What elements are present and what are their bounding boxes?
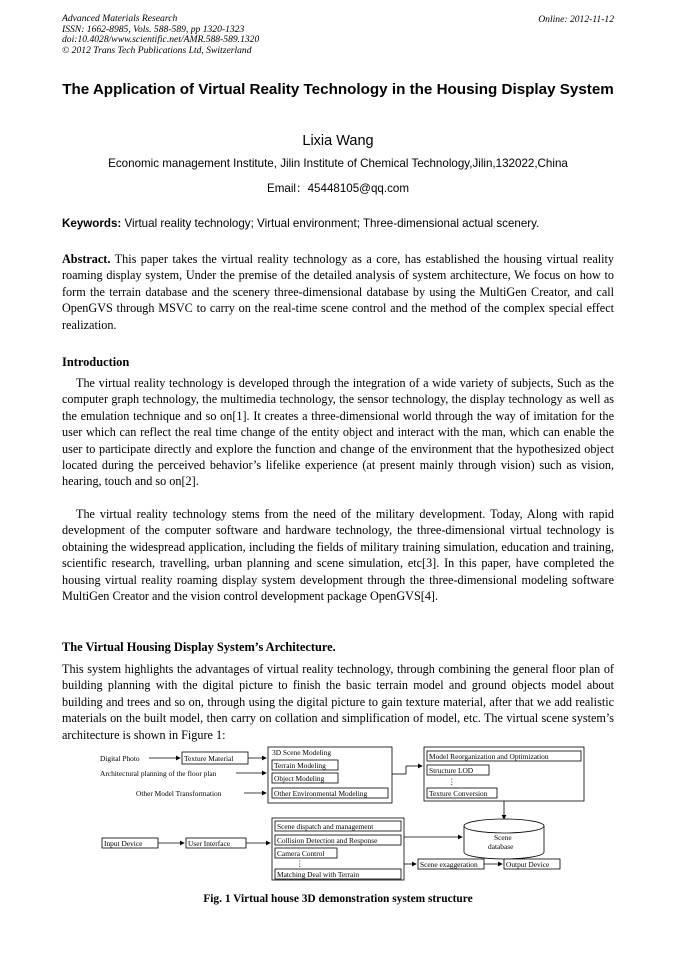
author-name: Lixia Wang <box>302 133 374 149</box>
terrain-modeling-label: Terrain Modeling <box>274 761 326 770</box>
other-model-transform-label: Other Model Transformation <box>136 789 222 798</box>
issn-line: ISSN: 1662-8985, Vols. 588-589, pp 1320-1323 <box>62 23 245 35</box>
structure-lod-label: Structure LOD <box>429 766 474 775</box>
arch-planning-label: Architectural planning of the floor plan <box>100 769 217 778</box>
intro-paragraph-1: The virtual reality technology is developed through the integration of a wide variety of subjects, Such as the computer graph technology, the multimedia technology, the sensor technology, the display technology as well as the emulation technique and so on[1]. It creates a three-dimensional world through the way of imitation for the user which can reflect the real time change of the entity object and interact with the man, which can enable the user to participate directly and explore the function and change of the environment that the hypothesized object located during the perceived behavior’s lifelike experience (at present mainly through vision) such as vision, hearing, touch and so on[2]. <box>62 376 614 489</box>
doi-line: doi:10.4028/www.scientific.net/AMR.588-589.1320 <box>62 34 260 46</box>
other-env-modeling-label: Other Environmental Modeling <box>274 789 368 798</box>
intro-paragraph-2: The virtual reality technology stems from the need of the military development. Today, Along with rapid development of the computer software and hardware technology, the three-dimensional virtual technology is obtaining the widespread application, including the fields of military training simulation, education and training, scientific research, travelling, urban planning and scene simulation, etc[3]. In this paper, have completed the housing virtual reality roaming display system development through the three-dimensional modeling software MultiGen Creator and the vision control development package OpenGVS[4]. <box>62 507 614 604</box>
online-date: Online: 2012-11-12 <box>538 14 614 25</box>
journal-name: Advanced Materials Research <box>62 13 178 24</box>
scene-database-label-1: Scene <box>494 833 512 842</box>
runtime-ellipsis: ⋮ <box>296 859 304 868</box>
architecture-diagram <box>96 742 596 886</box>
digital-photo-label: Digital Photo <box>100 754 140 763</box>
section-heading-introduction: Introduction <box>62 355 130 369</box>
keywords-text: Virtual reality technology; Virtual environment; Three-dimensional actual scenery. <box>121 217 540 230</box>
abstract-label: Abstract. <box>62 252 111 266</box>
figure-caption: Fig. 1 Virtual house 3D demonstration system structure <box>203 893 473 905</box>
object-modeling-label: Object Modeling <box>274 774 325 783</box>
author-affiliation: Economic management Institute, Jilin Institute of Chemical Technology,Jilin,132022,China <box>108 157 568 170</box>
architecture-paragraph: This system highlights the advantages of virtual reality technology, through combining the general floor plan of building planning with the digital picture to finish the basic terrain model and ground objects model about building and trees and so on, through using the digital picture to gain texture material, after that we add realistic materials on the built model, then carry on collation and simplification of model, etc. The virtual scene system’s architecture is shown in Figure 1: <box>62 662 614 742</box>
user-interface-label: User Interface <box>188 839 231 848</box>
output-device-label: Output Device <box>506 860 550 869</box>
keywords-label: Keywords: <box>62 217 122 230</box>
scene-modeling-label: 3D Scene Modeling <box>272 748 332 757</box>
camera-control-label: Camera Control <box>277 849 325 858</box>
section-heading-architecture: The Virtual Housing Display System’s Architecture. <box>62 640 336 654</box>
input-device-label: Input Device <box>104 839 143 848</box>
model-reorg-label: Model Reorganization and Optimization <box>429 752 549 761</box>
journal-header <box>62 14 259 56</box>
keywords <box>62 217 614 230</box>
copyright-line: © 2012 Trans Tech Publications Ltd, Switzerland <box>62 44 252 56</box>
matching-terrain-label: Matching Deal with Terrain <box>277 870 360 879</box>
abstract-text: This paper takes the virtual reality technology as a core, has established the housing virtual reality roaming display system, Under the premise of the detailed analysis of system architecture, We focus on how to form the terrain database and the scenery three-dimensional database by using the MultiGen Creator, and call OpenGVS through MSVC to carry on the real-time scene control and the method of the complex special effect realization. <box>62 252 614 332</box>
collision-label: Collision Detection and Response <box>277 836 378 845</box>
scene-database-label-2: database <box>488 842 514 851</box>
texture-conversion-label: Texture Conversion <box>429 789 488 798</box>
paper-title: The Application of Virtual Reality Technology in the Housing Display System <box>62 81 614 98</box>
scene-dispatch-label: Scene dispatch and management <box>277 822 374 831</box>
abstract <box>62 251 614 333</box>
optimization-ellipsis: ⋮ <box>448 777 456 786</box>
author-email: Email：45448105@qq.com <box>267 182 409 195</box>
scene-database-top <box>464 819 544 833</box>
scene-exaggeration-label: Scene exaggeration <box>420 860 478 869</box>
texture-material-label: Texture Material <box>184 754 234 763</box>
